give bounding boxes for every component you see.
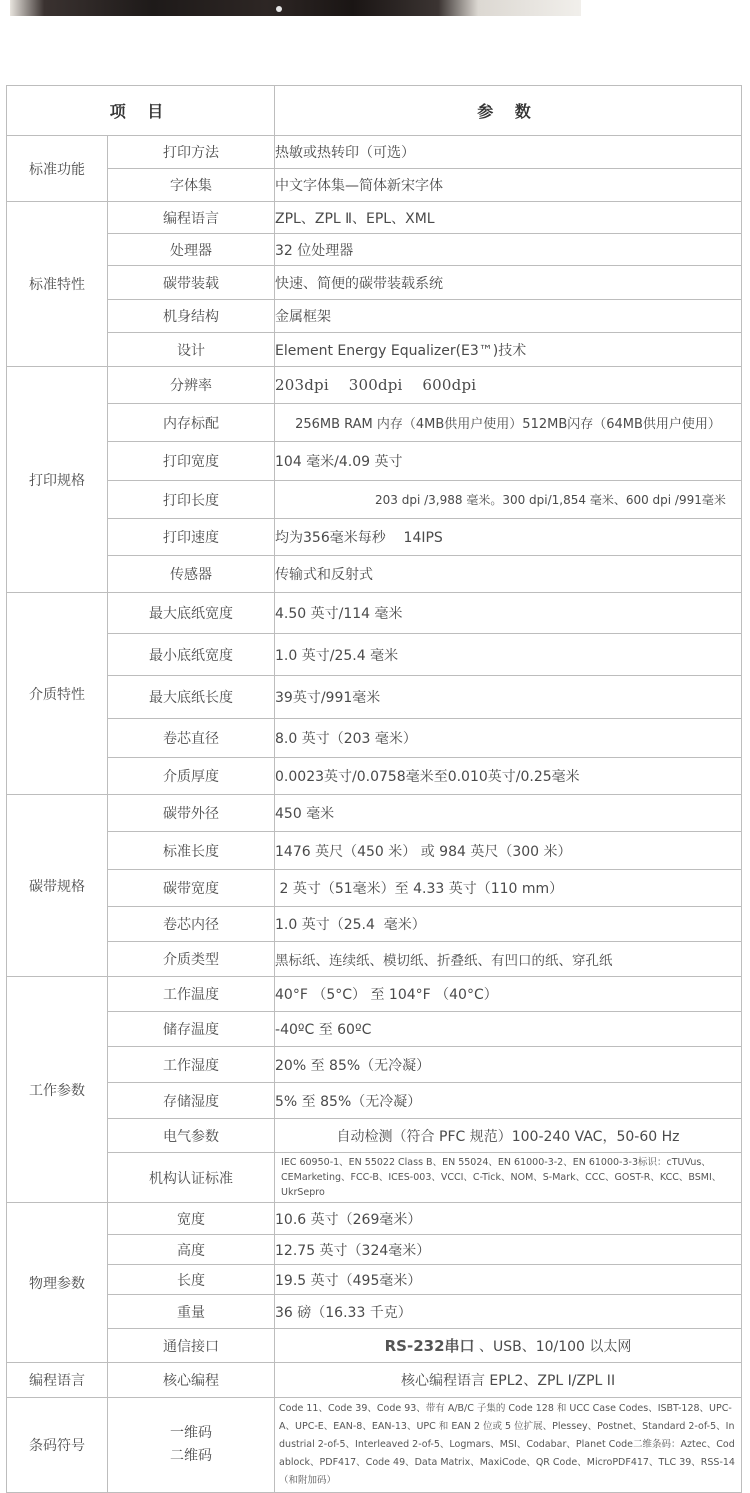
value-cell: Element Energy Equalizer(E3™)技术 bbox=[275, 333, 742, 367]
item-2d: 二维码 bbox=[170, 1448, 212, 1464]
item-cell: 存储湿度 bbox=[108, 1083, 275, 1119]
value-cell: 40°F （5°C） 至 104°F （40°C） bbox=[275, 977, 742, 1012]
item-cell: 高度 bbox=[108, 1235, 275, 1265]
item-cell: 处理器 bbox=[108, 234, 275, 266]
header-item: 项 目 bbox=[7, 86, 275, 136]
value-cell: 8.0 英寸（203 毫米） bbox=[275, 719, 742, 758]
value-cell: 12.75 英寸（324毫米） bbox=[275, 1235, 742, 1265]
item-cell bbox=[108, 1398, 275, 1493]
table-row bbox=[7, 367, 742, 404]
item-cell: 通信接口 bbox=[108, 1329, 275, 1363]
value-cell: 104 毫米/4.09 英寸 bbox=[275, 442, 742, 481]
category-cell: 介质特性 bbox=[7, 593, 108, 795]
item-cell: 碳带宽度 bbox=[108, 870, 275, 907]
item-cell: 打印速度 bbox=[108, 519, 275, 556]
value-cell: 1476 英尺（450 米） 或 984 英尺（300 米） bbox=[275, 832, 742, 870]
table-row bbox=[7, 1295, 742, 1329]
table-row bbox=[7, 266, 742, 300]
value-cell: 36 磅（16.33 千克） bbox=[275, 1295, 742, 1329]
value-cell: Code 11、Code 39、Code 93、带有 A/B/C 子集的 Code 128 和 UCC Case Codes、ISBT-128、UPC-A、UPC-E、EAN-8、EAN-13、UPC 和 EAN 2 位或 5 位扩展、Plessey、Postnet、Standard 2-of-5、Industrial 2-of-5、Interleaved 2-of-5、Logmars、MSI、Codabar、Planet Code二维条码：Aztec、Codablock、PDF417、Code 49、Data Matrix、MaxiCode、QR Code、MicroPDF417、TLC 39、RSS-14（和附加码） bbox=[275, 1398, 742, 1493]
photo-detail bbox=[276, 6, 282, 12]
item-cell: 标准长度 bbox=[108, 832, 275, 870]
value-cell: 1.0 英寸（25.4 毫米） bbox=[275, 907, 742, 942]
value-cell: 热敏或热转印（可选） bbox=[275, 136, 742, 169]
item-cell: 碳带外径 bbox=[108, 795, 275, 832]
table-row bbox=[7, 1265, 742, 1295]
item-cell: 介质类型 bbox=[108, 942, 275, 977]
table-row bbox=[7, 719, 742, 758]
value-cell: 5% 至 85%（无冷凝） bbox=[275, 1083, 742, 1119]
value-cell: 4.50 英寸/114 毫米 bbox=[275, 593, 742, 634]
category-cell: 工作参数 bbox=[7, 977, 108, 1203]
table-row bbox=[7, 634, 742, 676]
value-cell: 2 英寸（51毫米）至 4.33 英寸（110 mm） bbox=[275, 870, 742, 907]
table-row bbox=[7, 1363, 742, 1398]
category-cell: 编程语言 bbox=[7, 1363, 108, 1398]
item-cell: 分辨率 bbox=[108, 367, 275, 404]
category-cell: 物理参数 bbox=[7, 1203, 108, 1363]
value-cell bbox=[275, 1329, 742, 1363]
value-cell: 均为356毫米每秒 14IPS bbox=[275, 519, 742, 556]
value-cell: -40ºC 至 60ºC bbox=[275, 1012, 742, 1047]
item-cell: 打印长度 bbox=[108, 481, 275, 519]
value-cell: 金属框架 bbox=[275, 300, 742, 333]
table-row bbox=[7, 1235, 742, 1265]
item-cell: 宽度 bbox=[108, 1203, 275, 1235]
item-cell: 电气参数 bbox=[108, 1119, 275, 1153]
item-cell: 内存标配 bbox=[108, 404, 275, 442]
table-row bbox=[7, 404, 742, 442]
item-cell: 长度 bbox=[108, 1265, 275, 1295]
table-row bbox=[7, 795, 742, 832]
value-cell: 传输式和反射式 bbox=[275, 556, 742, 593]
value-cell: 10.6 英寸（269毫米） bbox=[275, 1203, 742, 1235]
item-cell: 最大底纸宽度 bbox=[108, 593, 275, 634]
item-cell: 字体集 bbox=[108, 169, 275, 202]
table-row bbox=[7, 832, 742, 870]
value-cell: 0.0023英寸/0.0758毫米至0.010英寸/0.25毫米 bbox=[275, 758, 742, 795]
value-cell: 450 毫米 bbox=[275, 795, 742, 832]
item-cell: 最小底纸宽度 bbox=[108, 634, 275, 676]
item-cell: 机构认证标准 bbox=[108, 1153, 275, 1203]
item-cell: 编程语言 bbox=[108, 202, 275, 234]
header-param: 参 数 bbox=[275, 86, 742, 136]
value-cell: 自动检测（符合 PFC 规范）100-240 VAC，50-60 Hz bbox=[275, 1119, 742, 1153]
value-cell: 快速、简便的碳带装载系统 bbox=[275, 266, 742, 300]
table-row bbox=[7, 942, 742, 977]
table-row bbox=[7, 593, 742, 634]
table-row bbox=[7, 481, 742, 519]
category-cell: 标准特性 bbox=[7, 202, 108, 367]
category-cell: 条码符号 bbox=[7, 1398, 108, 1493]
table-row bbox=[7, 1153, 742, 1203]
table-row bbox=[7, 1012, 742, 1047]
item-1d: 一维码 bbox=[170, 1425, 212, 1441]
item-cell: 机身结构 bbox=[108, 300, 275, 333]
item-cell: 打印方法 bbox=[108, 136, 275, 169]
interface-rs232: RS-232串口 bbox=[384, 1337, 475, 1355]
item-cell: 传感器 bbox=[108, 556, 275, 593]
category-cell: 标准功能 bbox=[7, 136, 108, 202]
category-cell: 打印规格 bbox=[7, 367, 108, 593]
table-row bbox=[7, 758, 742, 795]
table-row bbox=[7, 519, 742, 556]
table-row bbox=[7, 977, 742, 1012]
item-cell: 重量 bbox=[108, 1295, 275, 1329]
table-row bbox=[7, 907, 742, 942]
item-cell: 储存温度 bbox=[108, 1012, 275, 1047]
value-cell: 256MB RAM 内存（4MB供用户使用）512MB闪存（64MB供用户使用） bbox=[275, 404, 742, 442]
item-cell: 卷芯直径 bbox=[108, 719, 275, 758]
table-row bbox=[7, 136, 742, 169]
table-row bbox=[7, 169, 742, 202]
table-row bbox=[7, 676, 742, 719]
value-cell: 32 位处理器 bbox=[275, 234, 742, 266]
value-cell: 20% 至 85%（无冷凝） bbox=[275, 1047, 742, 1083]
value-cell: 203dpi 300dpi 600dpi bbox=[275, 367, 742, 404]
interface-others: 、USB、10/100 以太网 bbox=[474, 1339, 632, 1355]
table-row bbox=[7, 556, 742, 593]
table-header bbox=[7, 86, 742, 136]
value-cell: 1.0 英寸/25.4 毫米 bbox=[275, 634, 742, 676]
item-cell: 介质厚度 bbox=[108, 758, 275, 795]
value-cell: 黑标纸、连续纸、模切纸、折叠纸、有凹口的纸、穿孔纸 bbox=[275, 942, 742, 977]
item-cell: 打印宽度 bbox=[108, 442, 275, 481]
table-row bbox=[7, 333, 742, 367]
item-cell: 碳带装载 bbox=[108, 266, 275, 300]
table-row bbox=[7, 1329, 742, 1363]
item-cell: 最大底纸长度 bbox=[108, 676, 275, 719]
item-cell: 卷芯内径 bbox=[108, 907, 275, 942]
table-row bbox=[7, 1047, 742, 1083]
product-photo bbox=[10, 0, 581, 16]
table-row bbox=[7, 1398, 742, 1493]
table-row bbox=[7, 1083, 742, 1119]
item-cell: 设计 bbox=[108, 333, 275, 367]
table-row bbox=[7, 870, 742, 907]
item-cell: 工作湿度 bbox=[108, 1047, 275, 1083]
value-cell: 19.5 英寸（495毫米） bbox=[275, 1265, 742, 1295]
table-row bbox=[7, 1119, 742, 1153]
spec-table bbox=[6, 85, 742, 1493]
table-row bbox=[7, 1203, 742, 1235]
table-row bbox=[7, 300, 742, 333]
value-cell: 39英寸/991毫米 bbox=[275, 676, 742, 719]
value-cell: ZPL、ZPL Ⅱ、EPL、XML bbox=[275, 202, 742, 234]
value-cell: 中文字体集—简体新宋字体 bbox=[275, 169, 742, 202]
category-cell: 碳带规格 bbox=[7, 795, 108, 977]
value-cell: 203 dpi /3,988 毫米。300 dpi/1,854 毫米、600 dpi /991毫米 bbox=[275, 481, 742, 519]
item-cell: 工作温度 bbox=[108, 977, 275, 1012]
table-row bbox=[7, 202, 742, 234]
table-row bbox=[7, 234, 742, 266]
value-cell: IEC 60950-1、EN 55022 Class B、EN 55024、EN 61000-3-2、EN 61000-3-3标识：cTUVus、CEMarketing、FCC-B、ICES-003、VCCI、C-Tick、NOM、S-Mark、CCC、GOST-R、KCC、BSMI、UkrSepro bbox=[275, 1153, 742, 1203]
table-row bbox=[7, 442, 742, 481]
value-cell: 核心编程语言 EPL2、ZPL I/ZPL II bbox=[275, 1363, 742, 1398]
item-cell: 核心编程 bbox=[108, 1363, 275, 1398]
